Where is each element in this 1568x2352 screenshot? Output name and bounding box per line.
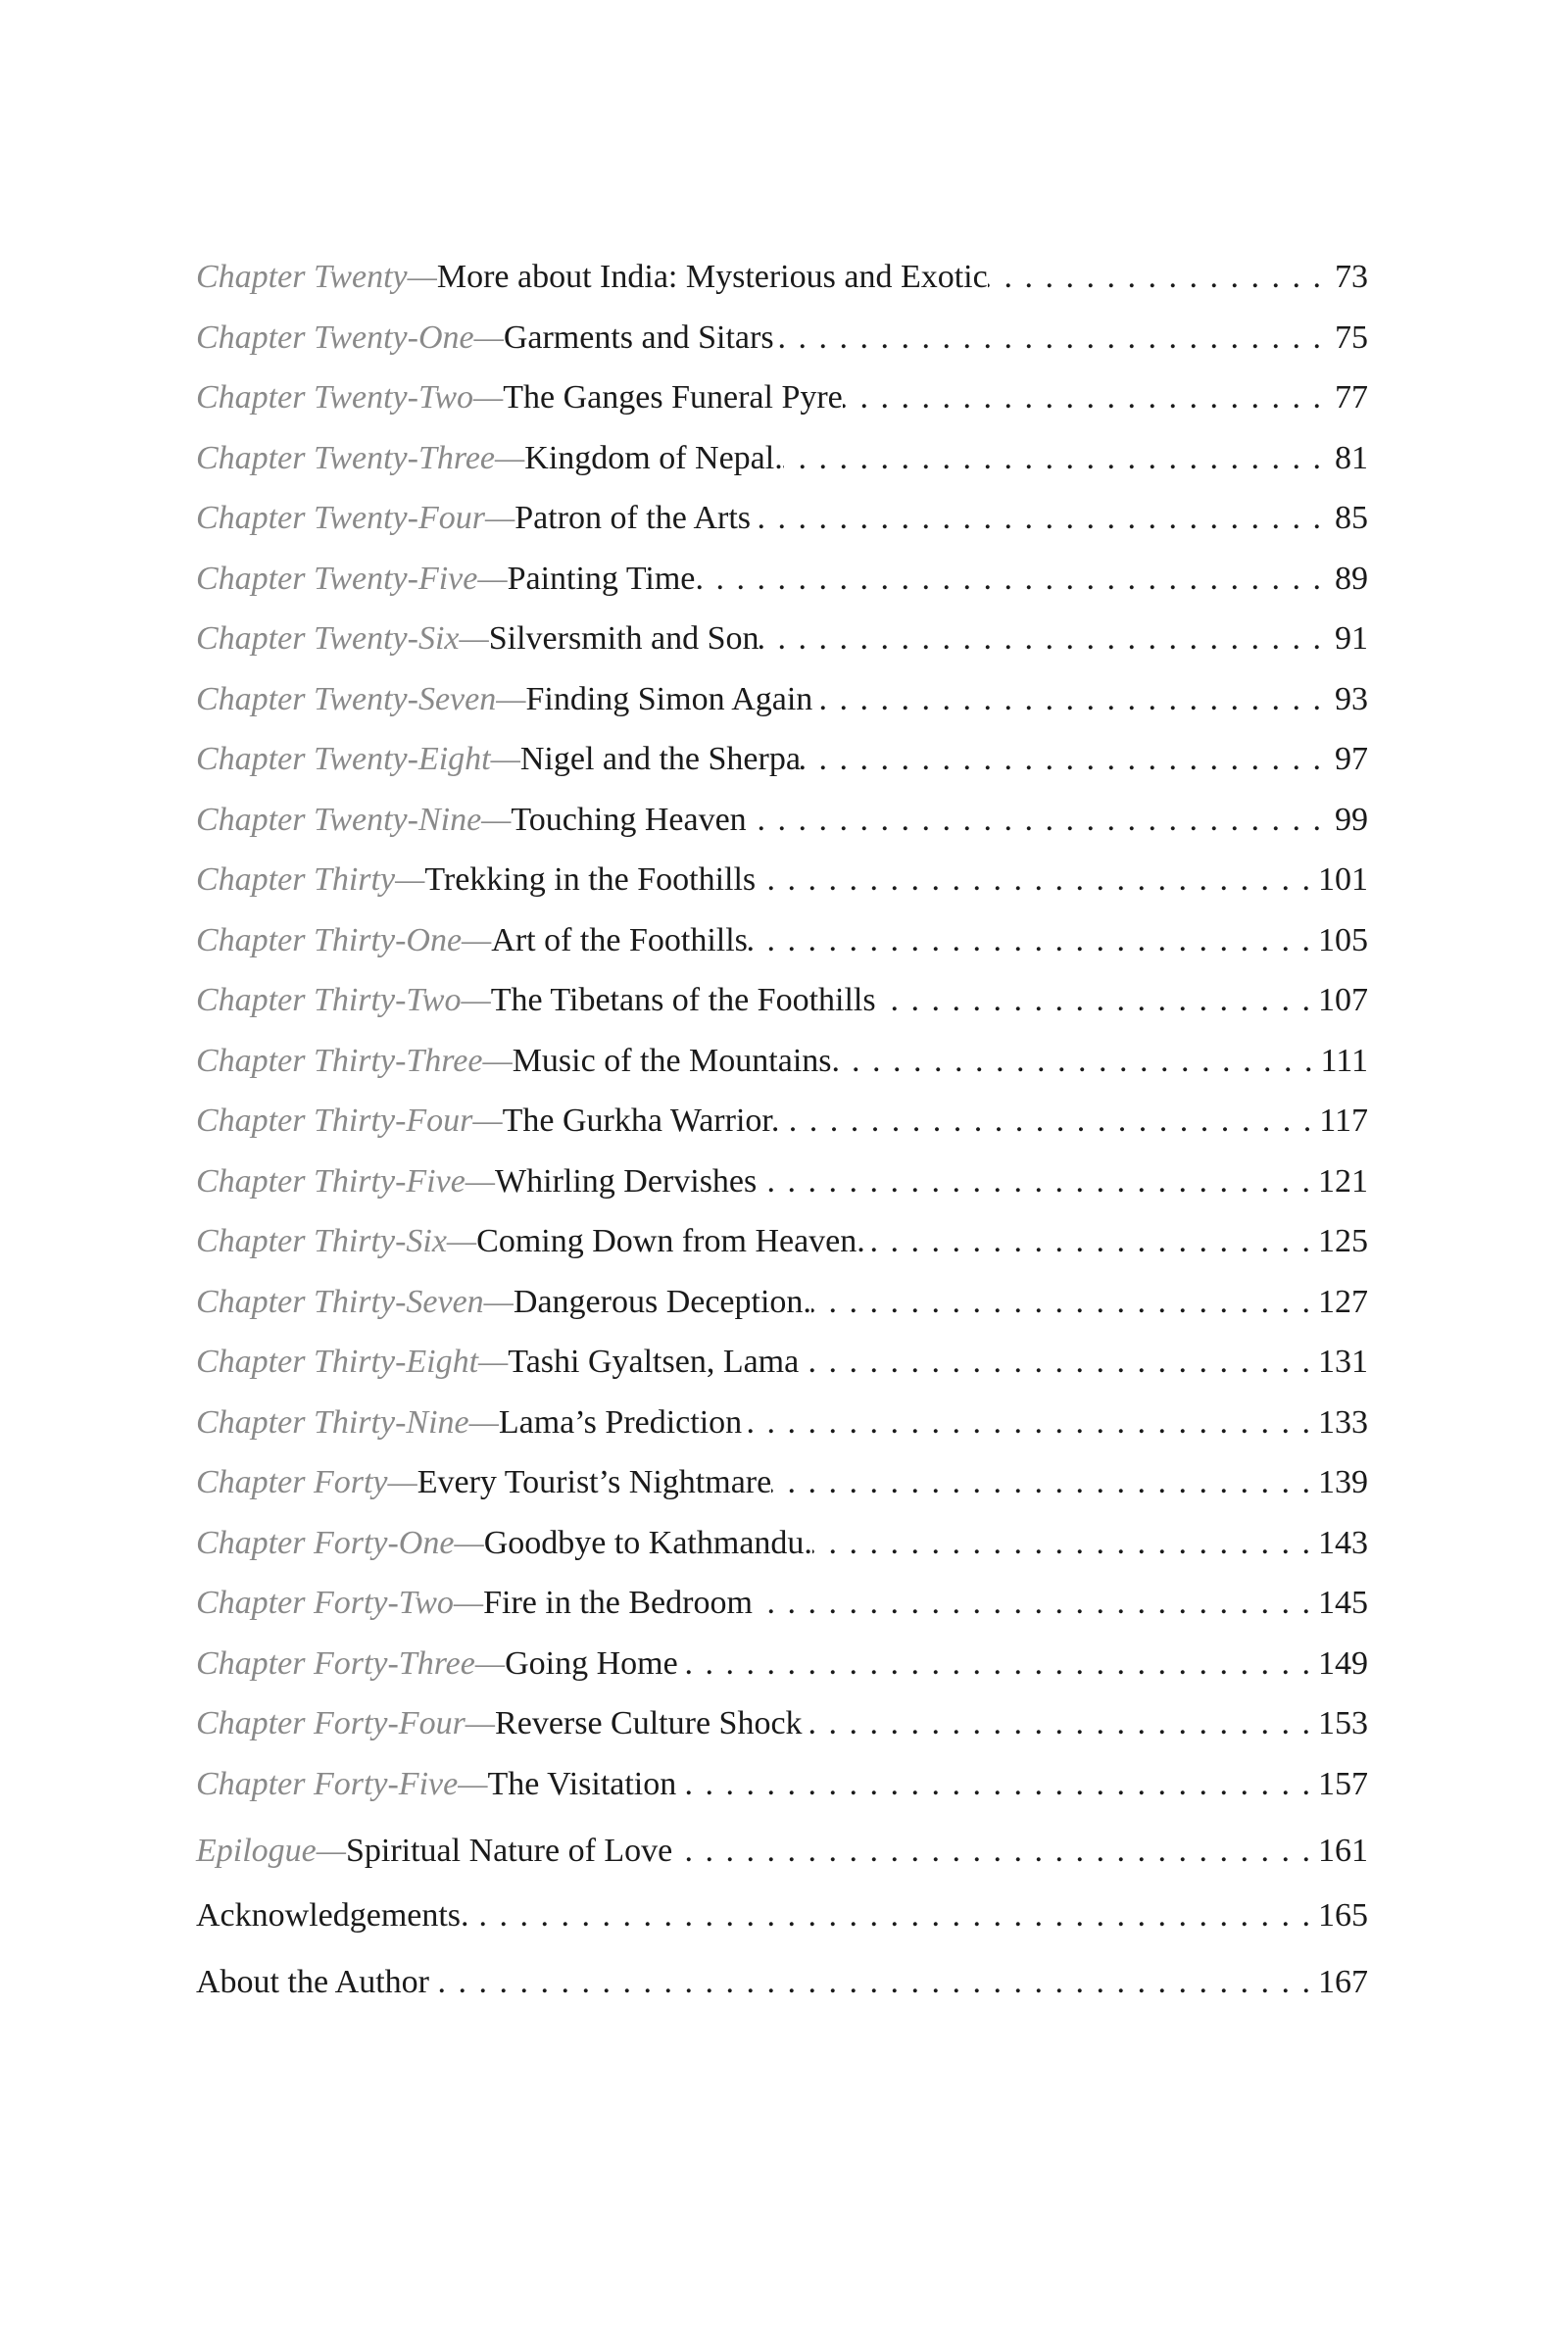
page-number: 131	[1318, 1344, 1368, 1380]
page-number: 127	[1318, 1283, 1368, 1320]
chapter-title: Music of the Mountains.	[512, 1042, 840, 1079]
toc-entry[interactable]	[196, 1393, 1368, 1453]
chapter-title: More about India: Mysterious and Exotic	[436, 259, 988, 295]
page-number: 75	[1335, 318, 1368, 356]
chapter-title: Finding Simon Again	[525, 680, 813, 717]
toc-entry-epilogue[interactable]	[196, 1820, 1368, 1883]
page-number: 117	[1319, 1102, 1368, 1139]
toc-entry[interactable]	[196, 1031, 1368, 1092]
dot-leader	[742, 1393, 1318, 1453]
dot-leader	[811, 1272, 1318, 1333]
page-number: 153	[1318, 1705, 1368, 1741]
page-number: 97	[1335, 741, 1368, 777]
dot-leader	[771, 1452, 1318, 1513]
toc-entry[interactable]	[196, 368, 1368, 428]
page-number: 81	[1335, 439, 1368, 476]
chapter-label: Chapter Thirty-Three—	[196, 1042, 513, 1079]
page-number: 105	[1318, 921, 1368, 958]
dot-leader	[678, 1634, 1318, 1694]
page-number: 133	[1318, 1403, 1368, 1441]
page-number: 165	[1318, 1897, 1368, 1934]
chapter-label: Chapter Twenty-Eight—	[196, 741, 520, 777]
page-number: 145	[1318, 1585, 1368, 1621]
page-number: 77	[1335, 379, 1368, 416]
page-number: 143	[1318, 1524, 1368, 1561]
page-number: 73	[1335, 259, 1368, 295]
dot-leader	[695, 549, 1329, 610]
toc-entry[interactable]	[196, 970, 1368, 1031]
dot-leader	[469, 1883, 1318, 1949]
page-number: 101	[1318, 861, 1368, 898]
dot-leader	[760, 609, 1329, 669]
chapter-label: Chapter Thirty-Five—	[196, 1162, 496, 1200]
chapter-title: Kingdom of Nepal.	[524, 439, 783, 476]
chapter-title: Tashi Gyaltsen, Lama	[508, 1344, 800, 1380]
chapter-label: Chapter Twenty-Nine—	[196, 801, 512, 838]
chapter-label: Chapter Forty-Two—	[196, 1585, 484, 1621]
toc-entry[interactable]	[196, 1211, 1368, 1272]
dot-leader	[756, 850, 1318, 910]
chapter-title: Silversmith and Son	[488, 620, 760, 657]
chapter-title: Whirling Dervishes	[495, 1162, 758, 1200]
chapter-title: Trekking in the Foothills	[424, 861, 757, 898]
dot-leader	[753, 1573, 1318, 1634]
page-number: 89	[1335, 560, 1368, 597]
dot-leader	[751, 488, 1329, 549]
toc-entry[interactable]	[196, 247, 1368, 308]
section-title: Acknowledgements.	[196, 1897, 469, 1934]
chapter-title: Goodbye to Kathmandu.	[483, 1524, 812, 1561]
page-number: 85	[1335, 500, 1368, 536]
chapter-label: Chapter Thirty-One—	[196, 921, 492, 958]
toc-entry[interactable]	[196, 669, 1368, 730]
chapter-label: Chapter Forty-One—	[196, 1524, 484, 1561]
chapter-title: The Visitation	[487, 1765, 677, 1802]
page-number: 157	[1318, 1765, 1368, 1802]
dot-leader	[672, 1820, 1318, 1883]
toc-entry[interactable]	[196, 1573, 1368, 1634]
dot-leader	[783, 428, 1329, 489]
chapter-title: Patron of the Arts	[514, 500, 752, 536]
page-number: 111	[1320, 1042, 1368, 1079]
chapter-label: Chapter Twenty-Three—	[196, 439, 525, 476]
dot-leader	[779, 1091, 1319, 1152]
page-number: 167	[1318, 1964, 1368, 2000]
page-number: 125	[1318, 1223, 1368, 1259]
dot-leader	[774, 308, 1329, 368]
chapter-label: Chapter Thirty—	[196, 861, 425, 898]
chapter-title: The Ganges Funeral Pyre	[503, 379, 843, 416]
dot-leader	[865, 1211, 1318, 1272]
dot-leader	[757, 1152, 1318, 1212]
chapter-label: Chapter Twenty-Two—	[196, 379, 504, 416]
section-title: About the Author	[196, 1964, 429, 2000]
chapter-title: Painting Time	[507, 560, 696, 597]
dot-leader	[747, 790, 1329, 851]
chapter-label: Chapter Twenty-Four—	[196, 500, 515, 536]
chapter-label: Chapter Thirty-Six—	[196, 1223, 477, 1259]
toc-entry[interactable]	[196, 1152, 1368, 1212]
chapter-label: Chapter Forty-Five—	[196, 1765, 488, 1802]
chapter-label: Chapter Thirty-Four—	[196, 1102, 503, 1139]
toc-entry-about-author[interactable]	[196, 1949, 1368, 2016]
chapter-label: Chapter Forty-Three—	[196, 1644, 506, 1682]
page-number: 121	[1318, 1162, 1368, 1200]
page-number: 91	[1335, 620, 1368, 657]
chapter-title: Nigel and the Sherpa	[519, 741, 801, 777]
chapter-title: Lama’s Prediction	[498, 1403, 743, 1441]
page-number: 149	[1318, 1644, 1368, 1682]
chapter-label: Chapter Thirty-Nine—	[196, 1403, 499, 1441]
toc-entry[interactable]	[196, 790, 1368, 851]
toc-entry[interactable]	[196, 488, 1368, 549]
chapter-label: Chapter Thirty-Seven—	[196, 1283, 514, 1320]
chapter-title: Coming Down from Heaven.	[476, 1223, 865, 1259]
chapter-label: Chapter Twenty-Seven—	[196, 680, 526, 717]
dot-leader	[799, 1332, 1318, 1393]
toc-entry[interactable]	[196, 1452, 1368, 1513]
chapter-title: Art of the Foothills	[491, 921, 748, 958]
chapter-title: Going Home	[505, 1644, 678, 1682]
chapter-title: Garments and Sitars	[503, 318, 774, 356]
dot-leader	[748, 910, 1318, 971]
page-number: 161	[1318, 1833, 1368, 1869]
chapter-title: Touching Heaven	[511, 801, 747, 838]
table-of-contents	[196, 247, 1368, 2016]
chapter-label: Epilogue—	[196, 1833, 346, 1869]
toc-entry-acknowledgements[interactable]	[196, 1883, 1368, 1949]
page-number: 99	[1335, 801, 1368, 838]
toc-entry[interactable]	[196, 549, 1368, 610]
dot-leader	[812, 1513, 1318, 1574]
chapter-title: The Tibetans of the Foothills	[490, 982, 876, 1018]
dot-leader	[876, 970, 1318, 1031]
chapter-label: Chapter Forty-Four—	[196, 1705, 496, 1741]
toc-entry[interactable]	[196, 1332, 1368, 1393]
dot-leader	[801, 729, 1329, 790]
chapter-title: Spiritual Nature of Love	[345, 1833, 673, 1869]
toc-entry[interactable]	[196, 428, 1368, 489]
dot-leader	[988, 247, 1329, 308]
toc-entry[interactable]	[196, 1634, 1368, 1694]
toc-entry[interactable]	[196, 729, 1368, 790]
toc-entry[interactable]	[196, 1754, 1368, 1815]
dot-leader	[812, 669, 1329, 730]
dot-leader	[840, 1031, 1321, 1092]
toc-entry[interactable]	[196, 609, 1368, 669]
chapter-label: Chapter Twenty-Five—	[196, 560, 508, 597]
toc-entry[interactable]	[196, 1513, 1368, 1574]
toc-entry[interactable]	[196, 1091, 1368, 1152]
chapter-title: Every Tourist’s Nightmare	[416, 1464, 772, 1500]
chapter-title: Fire in the Bedroom	[483, 1585, 753, 1621]
page-number: 93	[1335, 680, 1368, 717]
dot-leader	[429, 1949, 1318, 2016]
dot-leader	[803, 1693, 1318, 1754]
chapter-title: The Gurkha Warrior.	[502, 1102, 780, 1139]
chapter-label: Chapter Twenty—	[196, 259, 437, 295]
toc-entry[interactable]	[196, 850, 1368, 910]
dot-leader	[843, 368, 1329, 428]
toc-entry[interactable]	[196, 1693, 1368, 1754]
toc-entry[interactable]	[196, 1272, 1368, 1333]
page-number: 107	[1318, 982, 1368, 1018]
toc-entry[interactable]	[196, 910, 1368, 971]
chapter-title: Dangerous Deception.	[513, 1283, 811, 1320]
chapter-label: Chapter Twenty-Six—	[196, 620, 489, 657]
toc-entry[interactable]	[196, 308, 1368, 368]
chapter-label: Chapter Thirty-Two—	[196, 982, 491, 1018]
chapter-title: Reverse Culture Shock	[495, 1705, 803, 1741]
page-number: 139	[1318, 1464, 1368, 1500]
dot-leader	[676, 1754, 1318, 1815]
chapter-label: Chapter Forty—	[196, 1464, 417, 1500]
chapter-label: Chapter Twenty-One—	[196, 318, 504, 356]
chapter-label: Chapter Thirty-Eight—	[196, 1344, 509, 1380]
